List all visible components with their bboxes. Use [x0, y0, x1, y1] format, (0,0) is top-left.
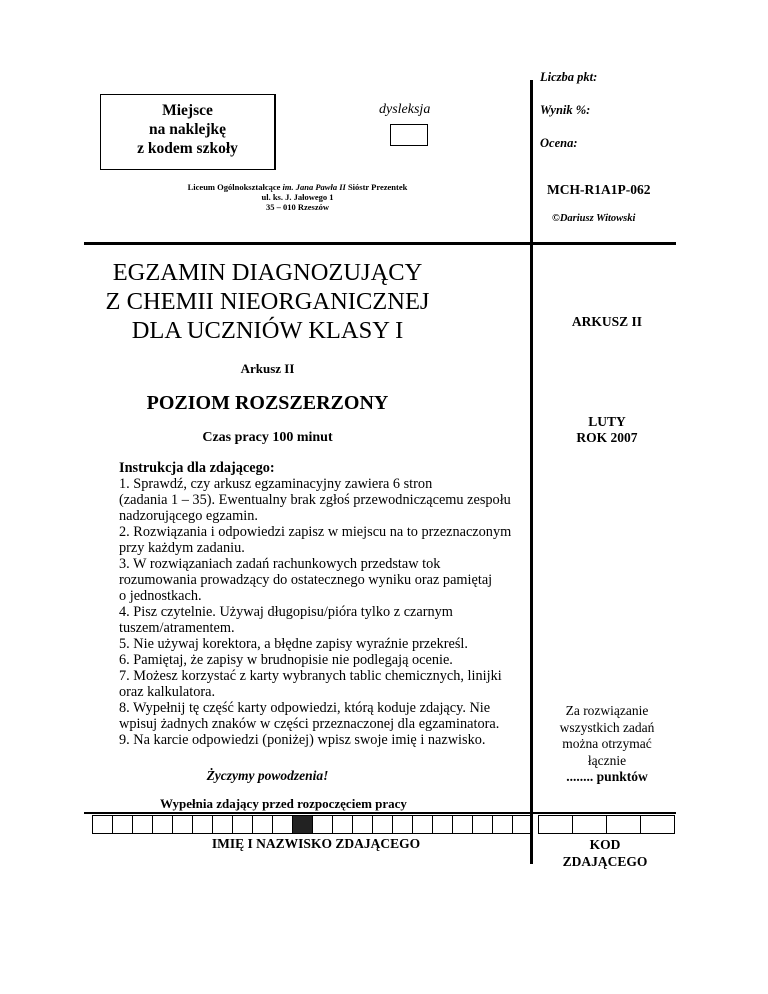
fill-instruction: Wypełnia zdający przed rozpoczęciem pracy	[160, 796, 407, 811]
instruction-line: oraz kalkulatora.	[119, 684, 216, 700]
name-cell[interactable]	[113, 815, 133, 834]
name-input-cells[interactable]	[92, 815, 533, 834]
instruction-line: 2. Rozwiązania i odpowiedzi zapisz w miejscu na to przeznaczonym	[119, 524, 512, 540]
name-cell[interactable]	[453, 815, 473, 834]
instruction-line: przy każdym zadaniu.	[119, 540, 245, 556]
exam-month: LUTY	[588, 414, 626, 429]
name-cell[interactable]	[313, 815, 333, 834]
points-line: wszystkich zadań	[559, 719, 655, 735]
name-cell[interactable]	[513, 815, 533, 834]
instruction-line: 7. Możesz korzystać z karty wybranych tablic chemicznych, linijki	[119, 668, 502, 684]
code-input-cells[interactable]	[538, 815, 675, 834]
title-line-2: Z CHEMII NIEORGANICZNEJ	[105, 288, 430, 315]
instruction-line: 9. Na karcie odpowiedzi (poniżej) wpisz swoje imię i nazwisko.	[119, 732, 486, 748]
title-line-3: DLA UCZNIÓW KLASY I	[131, 317, 404, 344]
sheet-label: Arkusz II	[240, 361, 295, 376]
grade-label: Ocena:	[540, 136, 578, 150]
name-cell[interactable]	[273, 815, 293, 834]
instruction-line: (zadania 1 – 35). Ewentualny brak zgłoś przewodniczącemu zespołu	[119, 492, 511, 508]
school-address	[150, 182, 445, 212]
instruction-line: 8. Wypełnij tę część karty odpowiedzi, którą koduje zdający. Nie	[119, 700, 491, 716]
school-sticker-box	[100, 94, 274, 170]
sticker-box-border	[274, 94, 276, 170]
school-street: ul. ks. J. Jałowego 1	[261, 192, 334, 202]
percent-label: Wynik %:	[540, 103, 591, 117]
name-cell[interactable]	[433, 815, 453, 834]
instruction-line: wpisuj żadnych znaków w części przeznaczonej dla egzaminatora.	[119, 716, 500, 732]
exam-year: ROK 2007	[576, 430, 638, 445]
sticker-line-1: Miejsce	[162, 102, 213, 119]
name-cell[interactable]	[253, 815, 273, 834]
name-cell[interactable]	[133, 815, 153, 834]
name-cell[interactable]	[393, 815, 413, 834]
score-label: Liczba pkt:	[540, 70, 598, 84]
school-name: Liceum Ogólnokształcące im. Jana Pawła II Sióstr Prezentek	[187, 182, 408, 192]
dyslexia-label: dysleksja	[379, 102, 431, 117]
instruction-line: 4. Pisz czytelnie. Używaj długopisu/pióra tylko z czarnym	[119, 604, 453, 620]
code-cell[interactable]	[538, 815, 573, 834]
code-cell[interactable]	[573, 815, 607, 834]
author: ©Dariusz Witowski	[552, 213, 636, 224]
code-cell[interactable]	[607, 815, 641, 834]
exam-date	[540, 414, 674, 446]
max-points-info	[540, 703, 674, 786]
level-heading: POZIOM ROZSZERZONY	[146, 392, 389, 414]
name-cell[interactable]	[413, 815, 433, 834]
points-line: łącznie	[587, 752, 627, 768]
title-line-1: EGZAMIN DIAGNOZUJĄCY	[112, 259, 423, 286]
instruction-line: 5. Nie używaj korektora, a błędne zapisy wyraźnie przekreśl.	[119, 636, 468, 652]
name-cell[interactable]	[233, 815, 253, 834]
sticker-line-2: na naklejkę	[148, 121, 227, 138]
instruction-line: 6. Pamiętaj, że zapisy w brudnopisie nie podlegają ocenie.	[119, 652, 453, 668]
instruction-line: tuszem/atramentem.	[119, 620, 235, 636]
exam-code: MCH-R1A1P-062	[547, 182, 651, 197]
name-cell[interactable]	[92, 815, 113, 834]
name-cell[interactable]	[473, 815, 493, 834]
instruction-line: 1. Sprawdź, czy arkusz egzaminacyjny zawiera 6 stron	[119, 476, 433, 492]
code-label-line-2: ZDAJĄCEGO	[562, 854, 648, 869]
instruction-line: 3. W rozwiązaniach zadań rachunkowych przedstaw tok	[119, 556, 441, 572]
name-cell[interactable]	[493, 815, 513, 834]
top-vertical-rule	[530, 80, 533, 243]
points-total: ........ punktów	[566, 769, 648, 784]
points-line: Za rozwiązanie	[565, 703, 649, 718]
right-sheet-label: ARKUSZ II	[571, 314, 643, 329]
exam-title	[100, 258, 435, 345]
instructions-heading: Instrukcja dla zdającego:	[119, 460, 275, 476]
school-city: 35 – 010 Rzeszów	[265, 202, 330, 212]
instruction-line: o jednostkach.	[119, 588, 202, 604]
name-cell[interactable]	[373, 815, 393, 834]
code-label-line-1: KOD	[589, 837, 621, 852]
name-cell[interactable]	[213, 815, 233, 834]
name-cell[interactable]	[173, 815, 193, 834]
instruction-line: rozumowania prowadzący do ostatecznego wyniku oraz pamiętaj	[119, 572, 493, 588]
name-cell[interactable]	[333, 815, 353, 834]
dyslexia-checkbox[interactable]	[390, 124, 428, 146]
instructions	[119, 460, 539, 748]
footer-horizontal-rule	[84, 812, 676, 814]
points-line: można otrzymać	[562, 736, 652, 751]
instruction-line: nadzorującego egzamin.	[119, 508, 258, 524]
code-cell[interactable]	[641, 815, 675, 834]
name-separator-cell	[293, 815, 313, 834]
good-luck-message: Życzymy powodzenia!	[206, 768, 329, 783]
name-label: IMIĘ I NAZWISKO ZDAJĄCEGO	[211, 836, 421, 851]
name-cell[interactable]	[193, 815, 213, 834]
main-horizontal-rule	[84, 242, 676, 245]
name-cell[interactable]	[353, 815, 373, 834]
sticker-line-3: z kodem szkoły	[137, 140, 238, 157]
name-cell[interactable]	[153, 815, 173, 834]
code-label	[538, 836, 672, 870]
time-limit: Czas pracy 100 minut	[202, 430, 333, 445]
